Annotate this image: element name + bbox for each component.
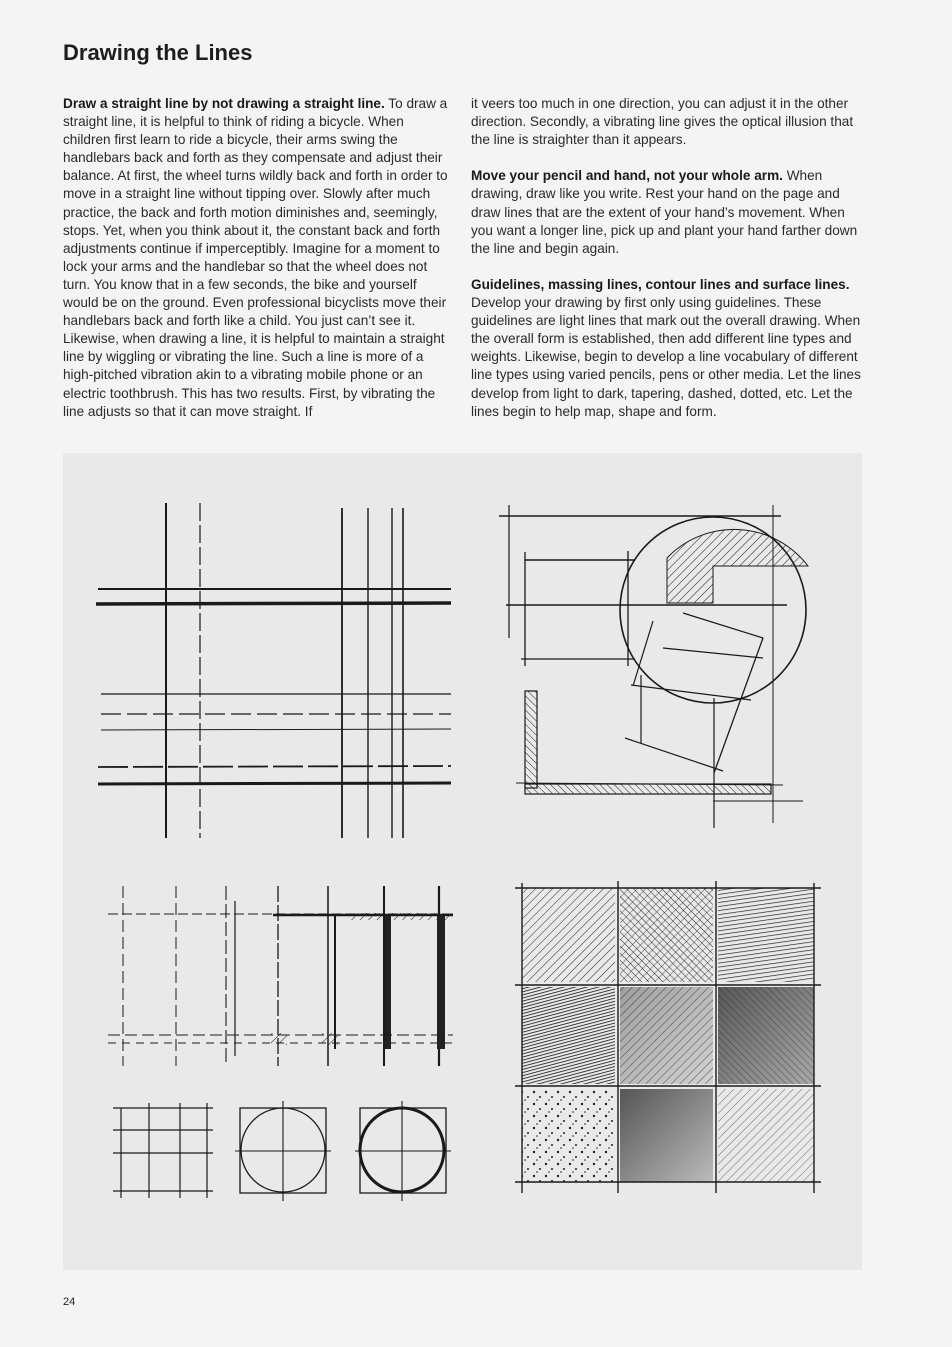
paragraph-move-pencil [471,167,861,257]
line-sketch-illustration [63,453,862,1270]
paragraph-lead: Draw a straight line by not drawing a straight line. [63,96,385,111]
page-title: Drawing the Lines [63,40,253,65]
construction-drawing [499,505,808,828]
paragraph-straight-line [63,95,453,421]
paragraph-body: When drawing, draw like you write. Rest your hand on the page and draw lines that are the extent of your hand’s movement. When you want a longer line, pick up and plant your hand farther down the line and begin again. [471,168,858,256]
right-text-column [471,95,861,439]
line-weight-progression [108,886,453,1066]
paragraph-guidelines [471,276,861,421]
paragraph-continuation [471,95,861,149]
paragraph-lead: Guidelines, massing lines, contour lines and surface lines. [471,276,850,292]
circle-construction-squares [113,1101,451,1201]
paragraph-body: Develop your drawing by first only using guidelines. These guidelines are light lines that mark out the overall drawing. When the overall form is established, then add different line types and weights. Likewise, begin to develop a line vocabulary of different line types using varied pencils, pens or other media. Let the lines develop from light to dark, tapering, dashed, dotted, etc. Let the lines begin to help map, shape and form. [471,295,861,419]
vibrating-lines-grid [96,503,451,838]
line-sketch-figure [63,453,862,1270]
left-text-column [63,95,453,439]
texture-study-grid [515,881,821,1193]
paragraph-body: it veers too much in one direction, you can adjust it in the other direction. Secondly, a vibrating line gives the optical illusion that the line is straighter than it appears. [471,96,854,148]
page-number: 24 [63,1296,76,1308]
paragraph-body: To draw a straight line, it is helpful to think of riding a bicycle. When children first learn to ride a bicycle, their arms swing the handlebars back and forth as they compensate and adjust their balance. At first, the wheel turns wildly back and forth in order to move in a straight line without tipping over. Slowly after much practice, the back and forth motion diminishes and, seemingly, stops. Yet, when you think about it, the constant back and forth adjustments continue if imperceptibly. Imagine for a moment to lock your arms and the handlebar so that the wheel does not turn. You know that in a few seconds, the bike and yourself would be on the ground. Even professional bicyclists move their handlebars back and forth like a child. You just can’t see it. Likewise, when drawing a line, it is helpful to maintain a straight line by wiggling or vibrating the line. Such a line is more of a high-pitched vibration akin to a vibrating mobile phone or an electric toothbrush. This has two results. First, by vibrating the line adjusts so that it can move straight. If [63,96,448,419]
paragraph-lead: Move your pencil and hand, not your whole arm. [471,168,783,184]
